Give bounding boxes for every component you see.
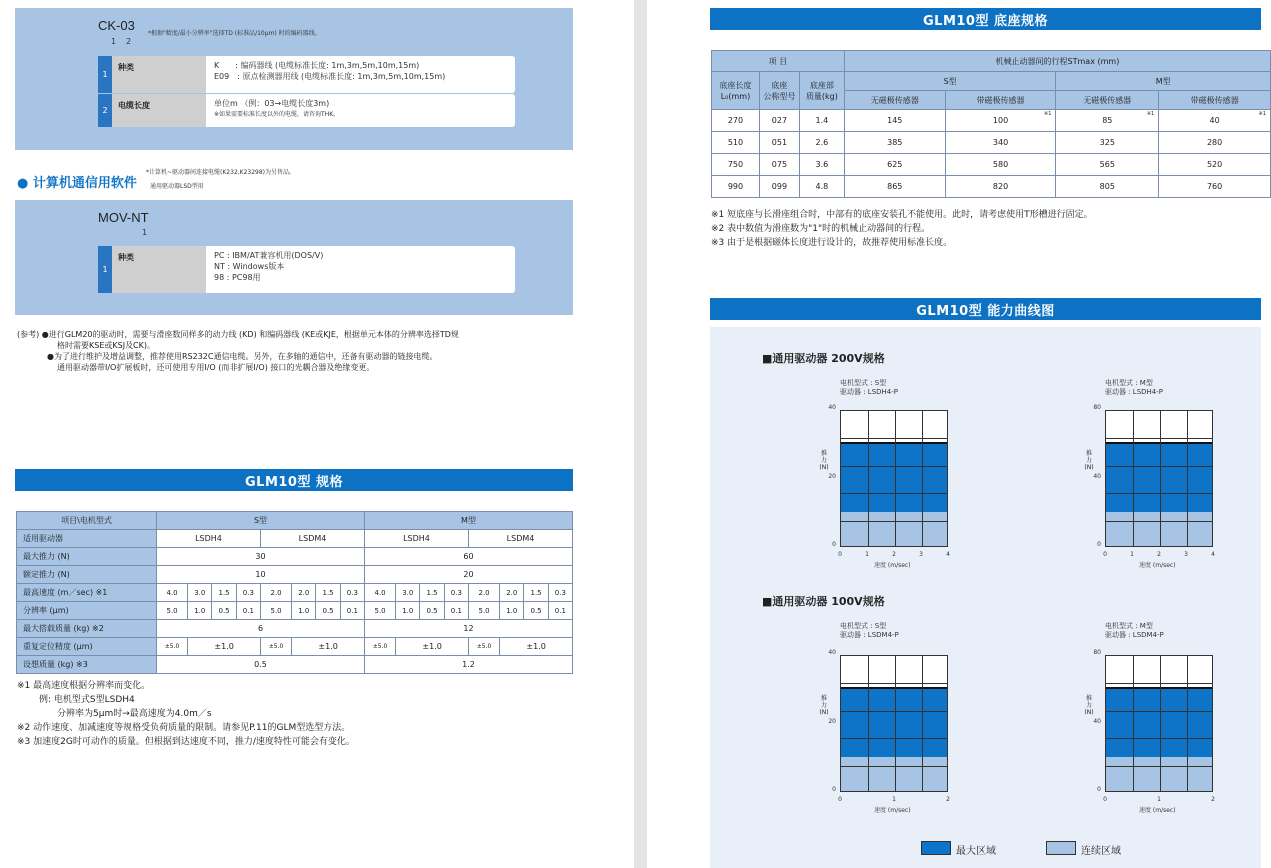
grid-line [841,738,947,739]
option-number: 2 [98,94,112,127]
x-axis-label: 速度 (m/sec) [1139,807,1176,814]
spec-cell: 0.5 [316,602,340,620]
y-tick-label: 0 [832,541,836,548]
x-tick-label: 2 [1157,551,1161,558]
y-tick-label: 20 [828,472,836,480]
x-axis-label: 速度 (m/sec) [1139,562,1176,569]
grid-line [1106,493,1212,494]
grid-line [1187,411,1188,546]
base-cell-value: 625 [887,160,903,169]
spec-cell: 30 [157,548,365,566]
spec-row-label: 适用驱动器 [17,530,157,548]
base-cell-footnote-mark: ※1 [1146,111,1155,117]
spec-cell: 0.3 [340,584,364,602]
base-cell-value: 1.4 [815,116,829,125]
base-header-nosensor: 无磁极传感器 [844,91,945,110]
spec-header-s: S型 [157,512,365,530]
base-cell [844,176,945,198]
page-gutter [634,0,647,868]
chart-motor: 电机型式 : S型 [840,622,887,630]
base-header-length: 底座长度 [719,80,752,90]
spec-cell: 4.0 [365,584,396,602]
base-cell-value: 280 [1206,138,1223,147]
max-region-area [1106,443,1212,512]
x-tick-label: 0 [838,551,842,558]
base-cell [1056,110,1159,132]
base-cell-value: 4.8 [815,182,829,191]
encoder-option-type [98,56,515,93]
x-tick-label: 3 [919,551,923,558]
spec-cell: 2.0 [500,584,524,602]
y-tick-label: 20 [828,717,836,725]
base-header-stroke: 机械止动器间的行程STmax (mm) [844,51,1270,72]
base-cell-value: 099 [771,182,788,191]
continuous-region-area [1106,757,1212,791]
max-region-edge [841,687,947,689]
base-cell [712,132,760,154]
spec-cell: 0.3 [548,584,572,602]
spec-cell: 0.5 [157,656,365,674]
spec-cell: 0.5 [420,602,444,620]
y-axis-label-char: 力 [1085,702,1092,709]
base-cell [712,110,760,132]
x-tick-label: 4 [1211,551,1215,558]
base-cell-value: 565 [1099,160,1115,169]
max-region-edge [1106,687,1212,689]
spec-note: ※3 加速度2G时可动作的质量。但根据到达速度不同，推力/速度特性可能会有变化。 [17,737,355,747]
legend-max-label: 最大区域 [956,846,996,857]
spec-cell: 0.3 [444,584,468,602]
base-cell-footnote-mark: ※1 [1258,111,1266,117]
grid-line [841,493,947,494]
software-digit-1: 1 [142,228,148,237]
encoder-note: *根据"精度/最小分辨率"选择TD (标准品/10μm) 时的编码器线。 [148,30,321,37]
base-note: ※3 由于是根据磁体长度进行设计的，故推荐使用标准长度。 [711,238,953,248]
spec-header-m: M型 [365,512,573,530]
encoder-code: CK-03 [98,18,135,33]
base-cell-value: 85 [1102,116,1113,125]
x-axis-label: 速度 (m/sec) [874,562,911,569]
base-cell-value: 990 [727,182,744,191]
base-cell-value: 805 [1099,182,1115,191]
continuous-region-area [1106,512,1212,546]
spec-cell: 2.0 [292,584,316,602]
y-axis-label-char: 推 [1085,450,1092,457]
base-cell [1159,110,1271,132]
curves-section-title: GLM10型 能力曲线图 [710,298,1261,320]
chart-motor: 电机型式 : S型 [840,379,887,387]
x-tick-label: 2 [892,551,896,558]
spec-cell: 0.1 [236,602,260,620]
spec-cell: 0.1 [444,602,468,620]
base-cell-value: 100 [992,116,1009,125]
base-cell [844,132,945,154]
spec-cell: 1.0 [292,602,316,620]
grid-line [1106,521,1212,522]
spec-cell: 1.2 [365,656,573,674]
reference-line: 格时需要KSE或KSJ及CK)。 [57,341,156,350]
grid-line [1106,466,1212,467]
base-cell-value: 750 [727,160,744,169]
software-note-2: 通用驱动器LSD型用 [150,183,204,190]
base-cell [1159,132,1271,154]
spec-row-label: 分辨率 (μm) [17,602,157,620]
reference-line: ●进行GLM20的驱动时，需要与滑座数同样多的动力线 (KD) 和编码器线 (KE或KJE，根据单元本体的分辨率选择TD规 [41,330,459,339]
spec-cell: 0.1 [340,602,364,620]
base-cell [1056,176,1159,198]
legend-cont-swatch [1046,841,1076,855]
y-axis-label-char: 力 [820,702,827,709]
chart-driver: 驱动器 : LSDM4-P [1105,631,1164,639]
max-region-edge [1106,442,1212,444]
grid-line [868,656,869,791]
y-tick-label: 0 [1097,541,1101,548]
spec-notes [17,679,355,749]
spec-cell: LSDH4 [365,530,469,548]
y-axis-label-char: 推 [820,450,827,457]
option-line: PC : IBM/AT兼容机用(DOS/V) [214,251,324,260]
y-tick-label: 40 [1093,717,1101,725]
spec-cell: 1.0 [396,602,420,620]
x-tick-label: 2 [946,796,950,803]
option-line: 98 : PC98用 [214,273,261,282]
software-heading: ● 计算机通信用软件 [17,176,137,191]
y-axis-label [1081,450,1097,471]
base-cell [844,110,945,132]
chart-plot-area [1105,410,1213,547]
encoder-digit-1: 1 [111,37,117,46]
spec-cell: LSDM4 [469,530,573,548]
spec-cell: ±1.0 [292,638,365,656]
x-tick-label: 3 [1184,551,1188,558]
grid-line [841,466,947,467]
spec-cell: ±1.0 [396,638,469,656]
base-cell-value: 580 [992,160,1009,169]
option-label: 种类 [112,246,206,293]
x-tick-label: 0 [838,796,842,803]
spec-note: 例: 电机型式S型LSDH4 [39,695,135,705]
spec-cell: 4.0 [157,584,188,602]
base-note: ※2 表中数值为滑座数为"1"时的机械止动器间的行程。 [711,224,931,234]
grid-line [922,411,923,546]
base-cell-value: 865 [887,182,903,191]
base-cell [945,176,1056,198]
base-note: ※1 短底座与长滑座组合时，中部有的底座安装孔不能使用。此时，请考虑使用T形槽进行固定。 [711,210,1093,220]
spec-cell: ±5.0 [469,638,500,656]
max-region-area [841,688,947,757]
spec-cell: 1.5 [420,584,444,602]
chart-plot-area [1105,655,1213,792]
spec-cell: 5.0 [261,602,292,620]
software-note-1: *计算机~驱动器间连接电缆(K232,K23298)为另售品。 [146,169,296,176]
base-cell [799,154,844,176]
grid-line [1133,656,1134,791]
base-header-nosensor: 无磁极传感器 [1056,91,1159,110]
y-axis-label-char: 力 [1085,457,1092,464]
spec-cell: 1.5 [524,584,548,602]
base-cell-value: 051 [771,138,788,147]
spec-cell: 3.0 [188,584,212,602]
spec-note: ※1 最高速度根据分辨率而变化。 [17,681,151,691]
grid-line [841,521,947,522]
y-axis-label [816,450,832,471]
grid-line [841,766,947,767]
chart-driver: 驱动器 : LSDH4-P [1105,388,1164,396]
base-cell [759,154,799,176]
continuous-region-area [841,512,947,546]
base-header-length: L₀(mm) [720,91,751,101]
y-tick-label: 80 [1093,649,1101,656]
chart-motor: 电机型式 : M型 [1105,379,1153,387]
y-tick-label: 0 [1097,786,1101,793]
base-cell-value: 40 [1209,116,1220,125]
spec-cell: ±5.0 [261,638,292,656]
spec-cell: 5.0 [469,602,500,620]
x-tick-label: 4 [946,551,950,558]
spec-cell: ±5.0 [157,638,188,656]
base-cell [799,132,844,154]
spec-cell: 1.5 [316,584,340,602]
x-tick-label: 1 [892,796,896,803]
spec-cell: 0.3 [236,584,260,602]
base-cell [1056,154,1159,176]
y-axis-label-char: (N) [819,709,829,716]
base-cell [712,176,760,198]
option-line: 单位m （例：03→电缆长度3m) [214,99,330,108]
spec-cell: ±1.0 [188,638,261,656]
grid-line [922,656,923,791]
grid-line [1187,656,1188,791]
base-cell-value: 340 [992,138,1009,147]
spec-row-label: 重复定位精度 (μm) [17,638,157,656]
base-header-model: 底座 [771,80,788,90]
spec-cell: ±5.0 [365,638,396,656]
spec-cell: 2.0 [261,584,292,602]
base-cell-footnote-mark: ※1 [1044,111,1052,117]
option-label: 种类 [112,56,206,93]
encoder-digit-2: 2 [126,37,132,46]
spec-cell: 5.0 [157,602,188,620]
legend-cont-label: 连续区域 [1081,846,1121,857]
group-100v-title: ■通用驱动器 100V规格 [762,595,885,608]
y-tick-label: 40 [828,649,836,656]
x-tick-label: 2 [1211,796,1215,803]
base-header-model: 公称型号 [763,91,796,101]
spec-cell: ±1.0 [500,638,573,656]
spec-cell: 0.5 [212,602,236,620]
spec-note: ※2 动作速度、加减速度等规格受负荷质量的限制。请参见P.11的GLM型选型方法。 [17,723,351,733]
y-axis-label-char: 推 [1085,695,1092,702]
max-region-area [841,443,947,512]
chart-driver: 驱动器 : LSDM4-P [840,631,899,639]
spec-cell: 0.1 [548,602,572,620]
base-cell-value: 325 [1099,138,1115,147]
spec-cell: 6 [157,620,365,638]
base-cell [759,132,799,154]
option-line: ※如果需要标准长度以外的电缆，请咨询THK。 [214,111,340,118]
base-cell [799,176,844,198]
option-line: E09 : 原点检测器用线 (电缆标准长度: 1m,3m,5m,10m,15m) [214,72,446,81]
x-tick-label: 1 [1130,551,1134,558]
base-cell-value: 027 [771,116,788,125]
base-table-row [712,176,1271,198]
max-region-edge [841,442,947,444]
spec-row-label: 额定推力 (N) [17,566,157,584]
grid-line [1160,411,1161,546]
max-region-area [1106,688,1212,757]
base-cell [799,110,844,132]
software-option-type [98,246,515,293]
option-line: K : 编码器线 (电缆标准长度: 1m,3m,5m,10m,15m) [214,61,420,70]
legend-max-swatch [921,841,951,855]
spec-cell: 0.5 [524,602,548,620]
spec-cell: 5.0 [365,602,396,620]
x-tick-label: 0 [1103,551,1107,558]
base-notes [711,208,1093,250]
base-cell-value: 075 [771,160,788,169]
spec-cell: 1.0 [188,602,212,620]
option-label: 电缆长度 [112,94,206,127]
base-cell-value: 760 [1206,182,1223,191]
spec-cell: 60 [365,548,573,566]
base-header-mass: 底座部 [809,80,834,90]
base-cell [945,132,1056,154]
base-cell [712,154,760,176]
spec-header-item: 项目\电机型式 [17,512,157,530]
base-table-row [712,132,1271,154]
spec-cell: 20 [365,566,573,584]
spec-cell: 1.0 [500,602,524,620]
spec-cell: LSDH4 [157,530,261,548]
spec-row-label: 设想质量 (kg) ※3 [17,656,157,674]
spec-row-label: 最大搭载质量 (kg) ※2 [17,620,157,638]
spec-row-label: 最大推力 (N) [17,548,157,566]
continuous-region-area [841,757,947,791]
x-tick-label: 0 [1103,796,1107,803]
base-header-sensor: 带磁极传感器 [945,91,1056,110]
reference-prefix: (参考) [17,330,40,339]
y-axis-label [1081,695,1097,716]
x-tick-label: 1 [1157,796,1161,803]
option-number: 1 [98,56,112,93]
y-axis-label-char: (N) [819,464,829,471]
y-tick-label: 80 [1093,404,1101,411]
base-section-title: GLM10型 底座规格 [710,8,1261,30]
chart-plot-area [840,655,948,792]
grid-line [1133,411,1134,546]
base-table-row [712,110,1271,132]
grid-line [895,411,896,546]
spec-cell: 1.5 [212,584,236,602]
base-cell-value: 2.6 [815,138,829,147]
encoder-option-length [98,94,515,127]
grid-line [1106,438,1212,439]
base-table [711,50,1271,198]
grid-line [841,683,947,684]
y-axis-label-char: (N) [1084,709,1094,716]
grid-line [1160,656,1161,791]
y-axis-label [816,695,832,716]
spec-table [16,511,573,674]
base-cell [945,154,1056,176]
grid-line [895,656,896,791]
reference-line: 通用驱动器带I/O扩展板时，还可使用专用I/O (而非扩展I/O) 接口的光耦合器及绝缘变更。 [57,363,375,372]
option-number: 1 [98,246,112,293]
grid-line [1106,711,1212,712]
chart-driver: 驱动器 : LSDH4-P [840,388,899,396]
spec-cell: 2.0 [469,584,500,602]
base-cell-value: 270 [727,116,744,125]
y-axis-label-char: 推 [820,695,827,702]
software-code: MOV-NT [98,210,149,225]
y-axis-label-char: (N) [1084,464,1094,471]
base-cell [1159,176,1271,198]
y-tick-label: 40 [1093,472,1101,480]
spec-cell: 3.0 [396,584,420,602]
base-cell-value: 3.6 [815,160,829,169]
base-cell-value: 520 [1206,160,1223,169]
base-cell-value: 510 [727,138,744,147]
y-tick-label: 0 [832,786,836,793]
spec-section-title: GLM10型 规格 [15,469,573,491]
base-cell [945,110,1056,132]
spec-cell: LSDM4 [261,530,365,548]
base-header-item: 项 目 [712,51,845,72]
spec-note: 分辨率为5μm时→最高速度为4.0m／s [57,709,212,719]
spec-cell: 10 [157,566,365,584]
grid-line [1106,738,1212,739]
grid-line [868,411,869,546]
spec-cell: 12 [365,620,573,638]
grid-line [841,711,947,712]
reference-note [17,329,587,373]
y-tick-label: 40 [828,404,836,411]
y-axis-label-char: 力 [820,457,827,464]
base-cell [1159,154,1271,176]
x-axis-label: 速度 (m/sec) [874,807,911,814]
base-cell [1056,132,1159,154]
chart-motor: 电机型式 : M型 [1105,622,1153,630]
base-header-s: S型 [844,72,1056,91]
grid-line [1106,766,1212,767]
reference-line: ●为了进行维护及增益调整，推荐使用RS232C通信电缆。另外，在多轴的通信中，还备有驱动器的链接电缆。 [47,352,438,361]
base-table-row [712,154,1271,176]
option-line: NT : Windows版本 [214,262,285,271]
grid-line [1106,683,1212,684]
base-cell [759,176,799,198]
base-header-mass: 质量(kg) [805,91,838,101]
x-tick-label: 1 [865,551,869,558]
chart-plot-area [840,410,948,547]
base-cell-value: 145 [887,116,903,125]
grid-line [841,438,947,439]
base-cell-value: 385 [887,138,903,147]
spec-row-label: 最高速度 (m／sec) ※1 [17,584,157,602]
group-200v-title: ■通用驱动器 200V规格 [762,352,885,365]
base-cell [844,154,945,176]
base-cell [759,110,799,132]
base-header-sensor: 带磁极传感器 [1159,91,1271,110]
base-cell-value: 820 [992,182,1009,191]
base-header-m: M型 [1056,72,1271,91]
